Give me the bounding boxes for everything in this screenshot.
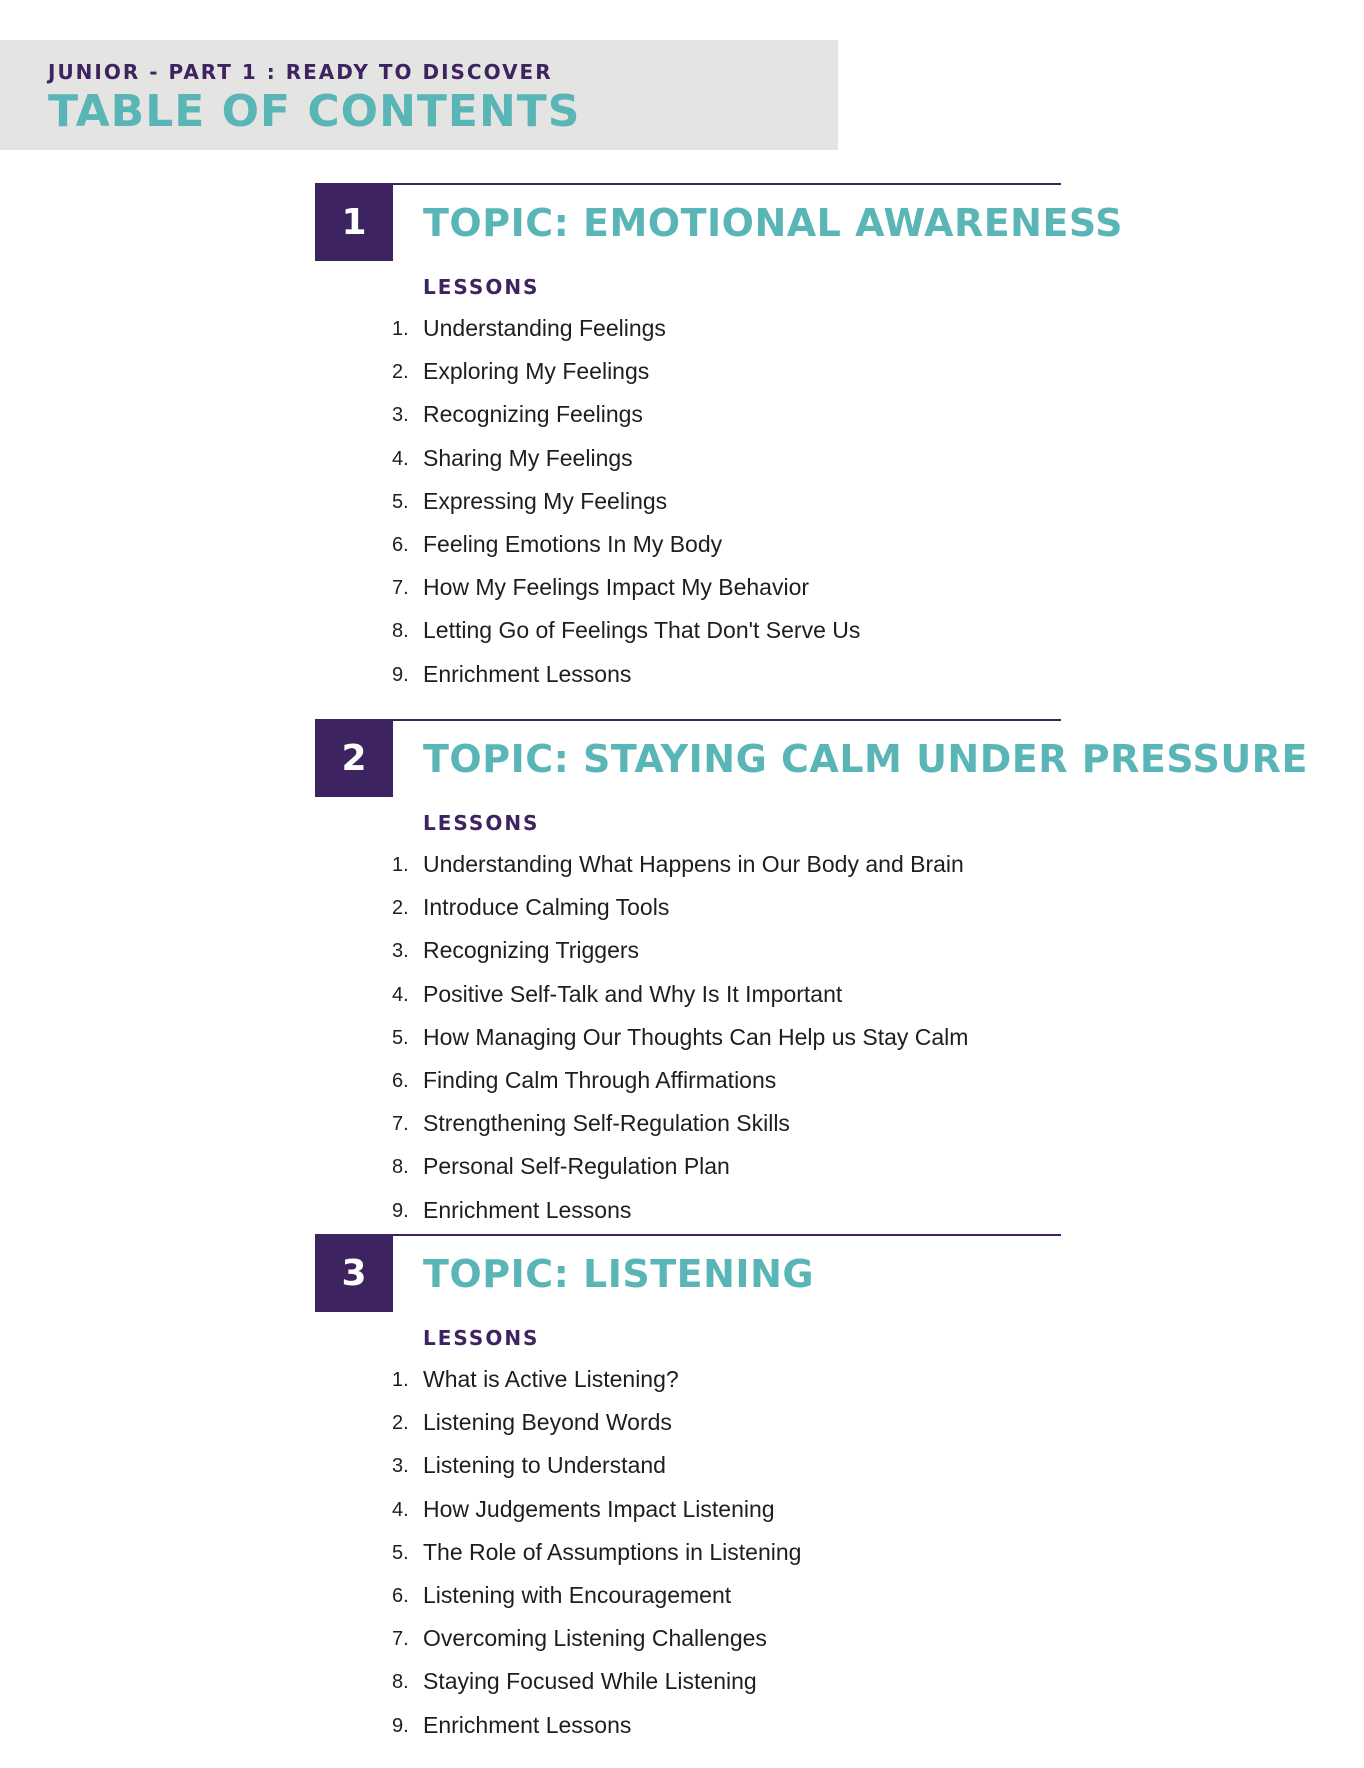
lesson-title: Letting Go of Feelings That Don't Serve Us <box>423 617 861 644</box>
lesson-title: Sharing My Feelings <box>423 444 633 471</box>
lesson-title: How My Feelings Impact My Behavior <box>423 574 810 601</box>
header-subtitle: JUNIOR - PART 1 : READY TO DISCOVER <box>48 60 553 84</box>
lessons-label: LESSONS <box>423 275 540 299</box>
lesson-title: How Managing Our Thoughts Can Help us Stay Calm <box>423 1023 969 1050</box>
lesson-title: Expressing My Feelings <box>423 487 668 514</box>
lesson-number: 2. <box>392 1412 409 1435</box>
lesson-title: Finding Calm Through Affirmations <box>423 1066 777 1093</box>
lesson-number: 8. <box>392 1671 409 1694</box>
lesson-title: The Role of Assumptions in Listening <box>423 1538 802 1565</box>
lesson-title: Listening Beyond Words <box>423 1409 672 1436</box>
lesson-number: 7. <box>392 1628 409 1651</box>
lesson-title: Recognizing Triggers <box>423 937 640 964</box>
lesson-number: 5. <box>392 1026 409 1049</box>
lesson-title: Listening to Understand <box>423 1452 666 1479</box>
lessons-label: LESSONS <box>423 1326 540 1350</box>
lesson-title: Staying Focused While Listening <box>423 1668 757 1695</box>
header-band <box>0 40 838 150</box>
lesson-title: Enrichment Lessons <box>423 660 632 687</box>
lesson-number: 7. <box>392 1113 409 1136</box>
lesson-number: 2. <box>392 361 409 384</box>
lesson-number: 6. <box>392 1069 409 1092</box>
page-title: TABLE OF CONTENTS <box>48 86 581 137</box>
lesson-number: 7. <box>392 577 409 600</box>
lesson-title: Enrichment Lessons <box>423 1711 632 1738</box>
lesson-number: 4. <box>392 1498 409 1521</box>
topic-title: TOPIC: STAYING CALM UNDER PRESSURE <box>423 737 1308 781</box>
section-rule <box>315 1234 1061 1236</box>
lesson-number: 6. <box>392 533 409 556</box>
lesson-title: Understanding What Happens in Our Body and Brain <box>423 851 964 877</box>
lesson-number: 1. <box>392 318 409 340</box>
lesson-number: 3. <box>392 1455 409 1478</box>
lesson-number: 6. <box>392 1584 409 1607</box>
lesson-title: Overcoming Listening Challenges <box>423 1625 767 1652</box>
lesson-title: Understanding Feelings <box>423 315 666 341</box>
lesson-number: 8. <box>392 620 409 643</box>
section-rule <box>315 183 1061 185</box>
lesson-number: 3. <box>392 940 409 963</box>
lesson-number: 1. <box>392 854 409 876</box>
topic-title: TOPIC: EMOTIONAL AWARENESS <box>423 201 1123 245</box>
lesson-title: Enrichment Lessons <box>423 1196 632 1223</box>
lesson-title: Personal Self-Regulation Plan <box>423 1153 730 1180</box>
lesson-number: 9. <box>392 1199 409 1222</box>
lesson-title: Exploring My Feelings <box>423 358 650 385</box>
topic-number-badge: 1 <box>315 183 393 261</box>
lesson-number: 3. <box>392 404 409 427</box>
lesson-title: Introduce Calming Tools <box>423 894 670 921</box>
topic-number-badge: 3 <box>315 1234 393 1312</box>
lesson-title: How Judgements Impact Listening <box>423 1495 775 1522</box>
topic-number-badge: 2 <box>315 719 393 797</box>
lesson-number: 2. <box>392 897 409 920</box>
lesson-number: 1. <box>392 1369 409 1391</box>
lesson-number: 5. <box>392 1541 409 1564</box>
lesson-title: Positive Self-Talk and Why Is It Important <box>423 980 843 1007</box>
lesson-number: 9. <box>392 1714 409 1737</box>
lesson-number: 4. <box>392 983 409 1006</box>
lessons-label: LESSONS <box>423 811 540 835</box>
lesson-title: Feeling Emotions In My Body <box>423 530 723 557</box>
section-rule <box>315 719 1061 721</box>
lesson-title: Strengthening Self-Regulation Skills <box>423 1110 790 1137</box>
topic-title: TOPIC: LISTENING <box>423 1252 815 1296</box>
lesson-number: 5. <box>392 490 409 513</box>
lesson-number: 9. <box>392 663 409 686</box>
lesson-number: 4. <box>392 447 409 470</box>
lesson-title: What is Active Listening? <box>423 1366 679 1392</box>
lesson-title: Listening with Encouragement <box>423 1581 732 1608</box>
lesson-title: Recognizing Feelings <box>423 401 643 428</box>
lesson-number: 8. <box>392 1156 409 1179</box>
